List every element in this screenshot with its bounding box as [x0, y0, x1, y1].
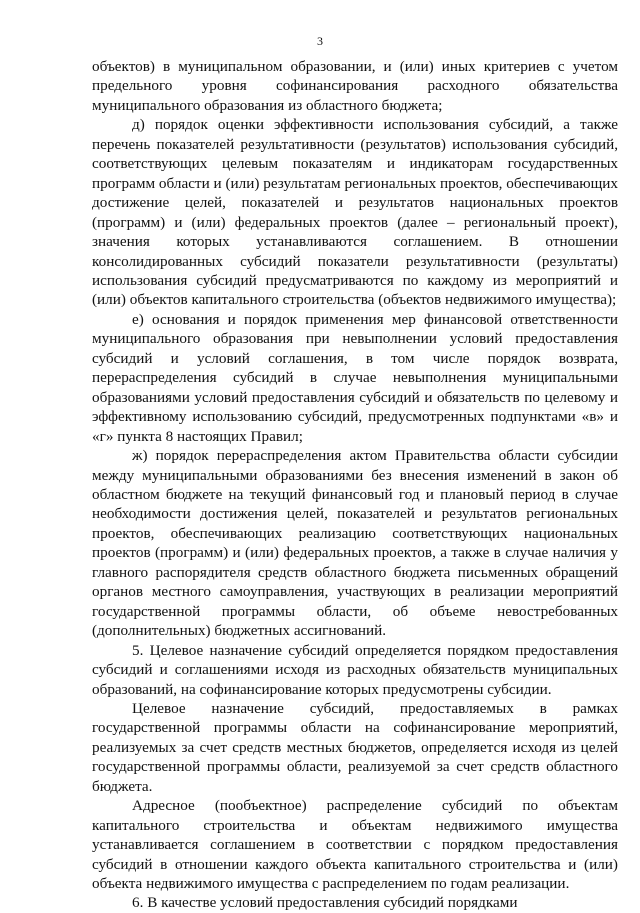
paragraph-subitem-e: е) основания и порядок применения мер финансовой ответственности муниципального образования при невыполнении условий предоставления субсидий и условий соглашения, в том числе порядок возврата, перераспределения субсидий в случае невыполнения муниципальными образованиями условий предоставления субсидий и обязательств по целевому и эффективному использованию субсидий, предусмотренных подпунктами «в» и «г» пункта 8 настоящих Правил;	[92, 310, 618, 445]
paragraph-subitem-zh: ж) порядок перераспределения актом Правительства области субсидии между муниципальными образованиями без внесения изменений в закон об областном бюджете на текущий финансовый год и плановый период в случае необходимости достижения целей, показателей и результатов региональных проектов, обеспечивающих реализацию соответствующих национальных проектов (программ) и (или) федеральных проектов, а также в случае наличия у главного распорядителя средств областного бюджета письменных обращений органов местного самоуправления, участвующих в реализации мероприятий государственной программы области, об объеме невостребованных (дополнительных) бюджетных ассигнований.	[92, 447, 618, 640]
document-body	[92, 57, 618, 913]
paragraph-continuation: объектов) в муниципальном образовании, и (или) иных критериев с учетом предельного уровня софинансирования расходного обязательства муниципального образования из областного бюджета;	[92, 58, 618, 114]
paragraph-distribution: Адресное (пообъектное) распределение субсидий по объектам капитального строительства и объектам недвижимого имущества устанавливается соглашением в соответствии с порядком предоставления субсидий в отношении каждого объекта капитального строительства и (или) объекта недвижимого имущества с распределением по годам реализации.	[92, 797, 618, 893]
paragraph-purpose: Целевое назначение субсидий, предоставляемых в рамках государственной программы области на софинансирование мероприятий, реализуемых за счет средств местных бюджетов, определяется исходя из целей государственной программы области, реализуемой за счет средств областного бюджета.	[92, 699, 618, 795]
paragraph-subitem-d: д) порядок оценки эффективности использования субсидий, а также перечень показателей результативности (результатов) использования субсидий, соответствующих целевым показателям и индикаторам государственных программ области и (или) результатам региональных проектов, обеспечивающих достижение целей, показателей и результатов национальных проектов (программ) и (или) федеральных проектов (далее – региональный проект), значения которых устанавливаются соглашением. В отношении консолидированных субсидий показатели результативности (результаты) использования субсидий предусматриваются по каждому из мероприятий и (или) объектов капитального строительства (объектов недвижимого имущества);	[92, 116, 618, 309]
paragraph-item-6: 6. В качестве условий предоставления субсидий порядками	[132, 894, 518, 912]
paragraph-item-5: 5. Целевое назначение субсидий определяется порядком предоставления субсидий и соглашениями исходя из расходных обязательств муниципальных образований, на софинансирование которых предусмотрены субсидии.	[92, 641, 618, 698]
page-number: 3	[317, 34, 323, 48]
